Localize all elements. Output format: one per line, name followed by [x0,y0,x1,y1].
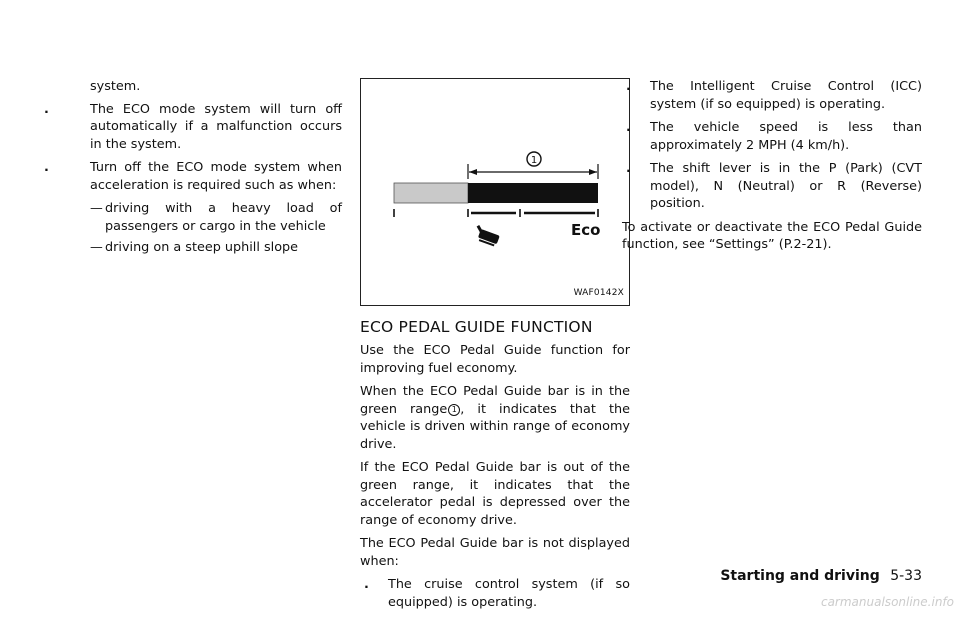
callout-reference: 1 [448,404,460,416]
bullet-marker: . [44,160,49,175]
paragraph: If the ECO Pedal Guide bar is out of the green range, it indicates that the accelerator pedal is depressed over the range of economy drive. [360,460,630,528]
dash-text: driving with a heavy load of passengers or cargo in the vehicle [105,201,342,234]
range-arrow-right [589,169,597,175]
column-middle [360,78,630,617]
paragraph: To activate or deactivate the ECO Pedal Guide function, see “Settings” (P.2-21). [622,219,922,252]
dash-item [44,239,342,257]
callout-number: 1 [530,155,538,166]
section-heading: ECO PEDAL GUIDE FUNCTION [360,318,593,336]
footer-section-title: Starting and driving [720,568,880,584]
paragraph-text: , it indicates that the vehicle is driven within range of economy drive. [360,401,630,452]
eco-pedal-guide-figure [360,78,630,306]
pedal-icon [473,226,500,246]
figure-code: WAF0142X [573,287,624,298]
gauge-bar-empty [394,183,468,203]
paragraph [360,383,630,453]
column-left [44,78,342,261]
page-footer [720,568,922,584]
paragraph-text: When the ECO Pedal Guide bar is in the green range [360,384,630,417]
paragraph: The ECO Pedal Guide bar is not displayed when: [360,536,630,569]
bullet-item [360,576,630,611]
bullet-text: Turn off the ECO mode system when acceleration is required such as when: [90,160,342,193]
eco-pedal-guide-illustration [361,79,631,307]
bullet-item [44,159,342,194]
dash-item [44,200,342,235]
bullet-text: The cruise control system (if so equipped) is operating. [388,577,630,610]
bullet-item [622,119,922,154]
bullet-marker: . [626,161,631,176]
bullet-text: The Intelligent Cruise Control (ICC) system (if so equipped) is operating. [650,79,922,112]
bullet-item [44,101,342,154]
bullet-text: The shift lever is in the P (Park) (CVT model), N (Neutral) or R (Reverse) position. [650,161,922,211]
bullet-marker: . [364,577,369,592]
bullet-item [622,160,922,213]
dash-marker: — [90,201,103,216]
dash-text: driving on a steep uphill slope [105,240,299,255]
bullet-marker: . [626,120,631,135]
continued-text: system. [90,79,141,94]
bullet-marker: . [626,79,631,94]
bullet-item [622,78,922,113]
bullet-text: The vehicle speed is less than approximately 2 MPH (4 km/h). [650,120,922,153]
page-number: 5-33 [890,568,922,584]
eco-label: Eco [571,221,601,239]
dash-marker: — [90,240,103,255]
paragraph: Use the ECO Pedal Guide function for improving fuel economy. [360,343,630,376]
bullet-text: The ECO mode system will turn off automatically if a malfunction occurs in the system. [90,101,342,152]
watermark: carmanualsonline.info [820,595,954,609]
range-arrow-left [469,169,477,175]
column-right [622,78,922,260]
bullet-marker: . [44,101,49,117]
gauge-bar-filled [468,183,598,203]
